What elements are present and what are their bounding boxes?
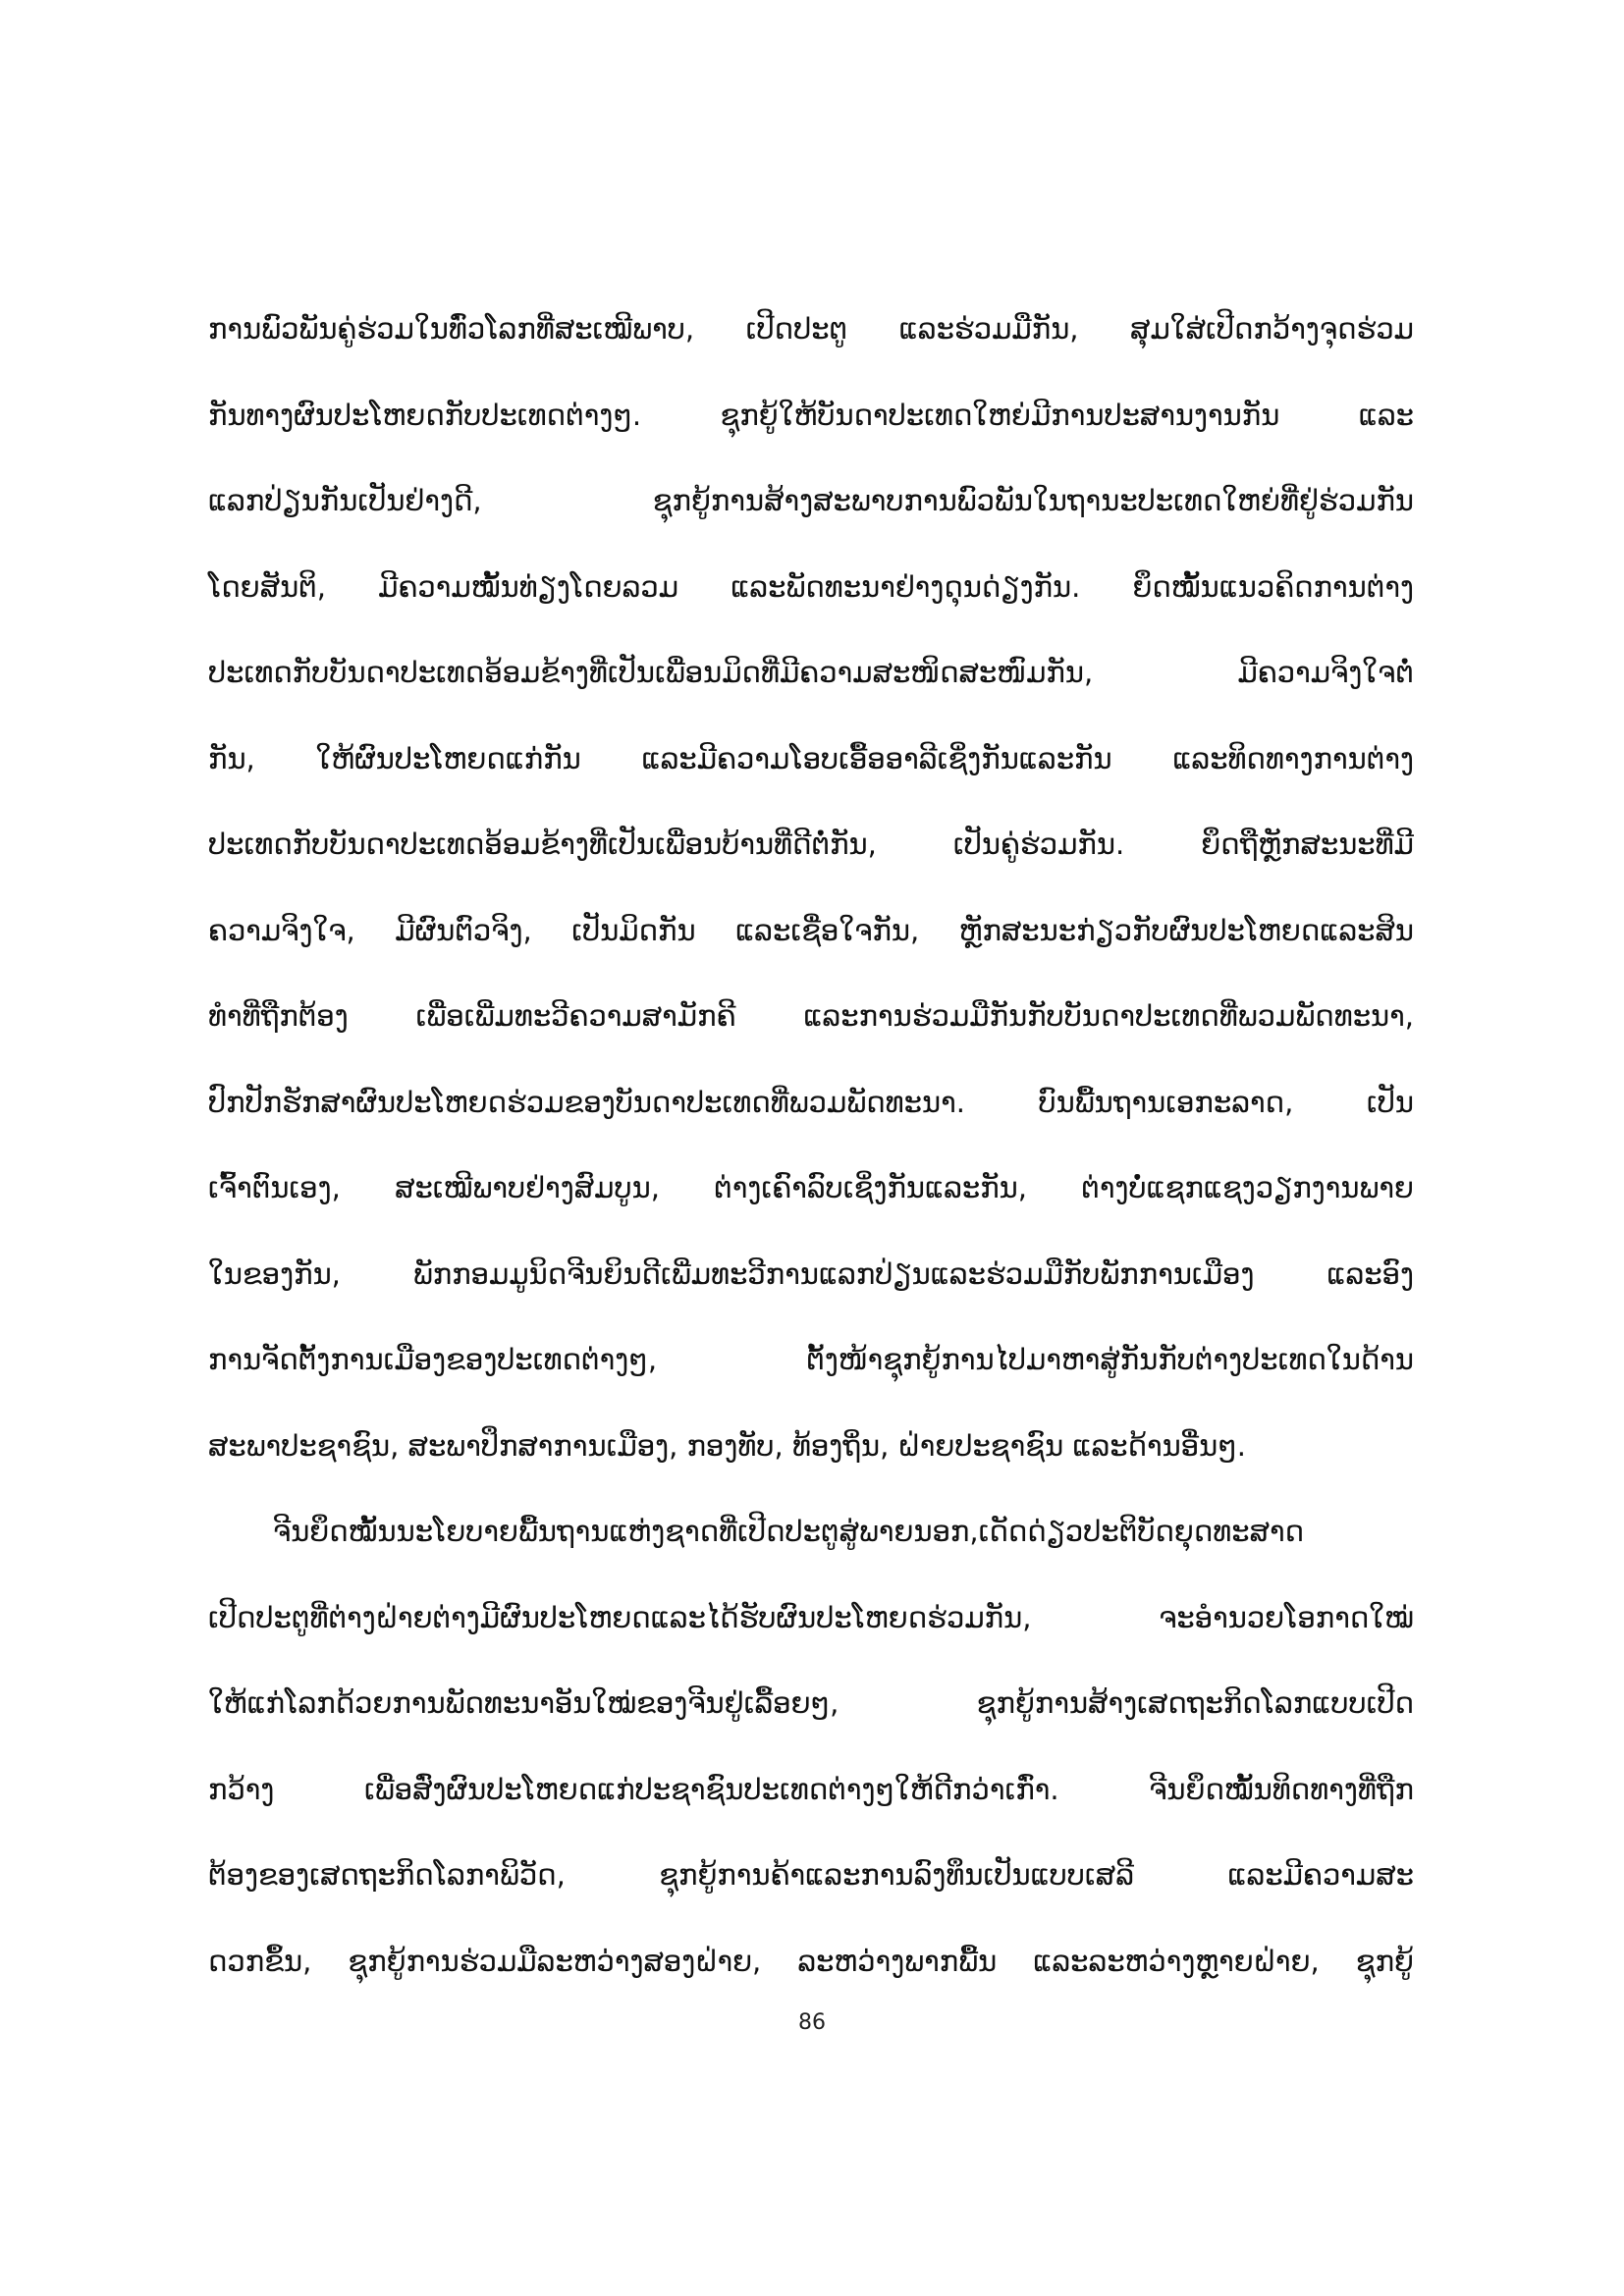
text-line: ເຈົ້າຕົນເອງ, ສະເໝີພາບຢ່າງສົມບູນ, ຕ່າງເຄົາລົບເຊິ່ງກັນແລະກັນ, ຕ່າງບໍ່ແຊກແຊງວຽກງານພາຍ xyxy=(208,1171,1414,1204)
text-line: ຈີນຍຶດໝັ້ນນະໂຍບາຍພື້ນຖານແຫ່ງຊາດທີ່ເປີດປະຕູສູ່ພາຍນອກ,ເດັດດ່ຽວປະຕິບັດຍຸດທະສາດ xyxy=(273,1515,1305,1548)
text-line: ຄວາມຈິງໃຈ, ມີຜົນຕົວຈິງ, ເປັນມິດກັນ ແລະເຊື່ອໃຈກັນ, ຫຼັກສະນະກ່ຽວກັບຜົນປະໂຫຍດແລະສິນ xyxy=(208,913,1414,947)
text-line: ປະເທດກັບບັນດາປະເທດອ້ອມຂ້າງທີ່ເປັນເພື່ອນບ້ານທີ່ດີຕໍ່ກັນ, ເປັນຄູ່ຮ່ວມກັນ. ຍຶດຖືຫຼັກສະນະທີ່ມີ xyxy=(208,828,1414,861)
page-number: 86 xyxy=(798,2010,826,2035)
text-line: ດວກຂຶ້ນ, ຊຸກຍູ້ການຮ່ວມມືລະຫວ່າງສອງຝ່າຍ, ລະຫວ່າງພາກພື້ນ ແລະລະຫວ່າງຫຼາຍຝ່າຍ, ຊຸກຍູ້ xyxy=(208,1944,1414,1978)
paragraph-2 xyxy=(208,1507,1414,2022)
text-line: ໃຫ້ແກ່ໂລກດ້ວຍການພັດທະນາອັນໃໝ່ຂອງຈີນຢູ່ເລື້ອຍໆ, ຊຸກຍູ້ການສ້າງເສດຖະກິດໂລກແບບເປີດ xyxy=(208,1686,1414,1720)
text-line: ແລກປ່ຽນກັນເປັນຢ່າງດີ, ຊຸກຍູ້ການສ້າງສະພາບການພົວພັນໃນຖານະປະເທດໃຫຍ່ທີ່ຢູ່ຮ່ວມກັນ xyxy=(208,484,1414,517)
text-line: ກັນທາງຜົນປະໂຫຍດກັບປະເທດຕ່າງໆ. ຊຸກຍູ້ໃຫ້ບັນດາປະເທດໃຫຍ່ມີການປະສານງານກັນ ແລະ xyxy=(208,398,1414,432)
paragraph-1 xyxy=(208,304,1414,1507)
text-line: ເປີດປະຕູທີ່ຕ່າງຝ່າຍຕ່າງມີຜົນປະໂຫຍດແລະໄດ້ຮັບຜົນປະໂຫຍດຮ່ວມກັນ, ຈະອຳນວຍໂອກາດໃໝ່ xyxy=(208,1600,1414,1634)
text-line: ຕ້ອງຂອງເສດຖະກິດໂລກາພິວັດ, ຊຸກຍູ້ການຄ້າແລະການລົງທຶນເປັນແບບເສລີ ແລະມີຄວາມສະ xyxy=(208,1858,1414,1892)
body-text xyxy=(208,304,1414,2022)
text-line: ການຈັດຕັ້ງການເມືອງຂອງປະເທດຕ່າງໆ, ຕັ້ງໜ້າຊຸກຍູ້ການໄປມາຫາສູ່ກັນກັບຕ່າງປະເທດໃນດ້ານ xyxy=(208,1343,1414,1376)
text-line: ສະພາປະຊາຊົນ, ສະພາປຶກສາການເມືອງ, ກອງທັບ, ທ້ອງຖິ່ນ, ຝ່າຍປະຊາຊົນ ແລະດ້ານອື່ນໆ. xyxy=(208,1428,1246,1463)
text-line: ທຳທີ່ຖືກຕ້ອງ ເພື່ອເພີ່ມທະວີຄວາມສາມັກຄີ ແລະການຮ່ວມມືກັນກັບບັນດາປະເທດທີ່ພວມພັດທະນາ, xyxy=(208,999,1414,1033)
text-line: ໂດຍສັນຕິ, ມີຄວາມໝັ້ນທ່ຽງໂດຍລວມ ແລະພັດທະນາຢ່າງດຸນດ່ຽງກັນ. ຍຶດໝັ້ນແນວຄິດການຕ່າງ xyxy=(208,569,1414,604)
text-line: ປະເທດກັບບັນດາປະເທດອ້ອມຂ້າງທີ່ເປັນເພື່ອນມິດທີ່ມີຄວາມສະໜິດສະໜົມກັນ, ມີຄວາມຈິງໃຈຕໍ່ xyxy=(208,656,1414,689)
text-line: ກວ້າງ ເພື່ອສົ່ງຜົນປະໂຫຍດແກ່ປະຊາຊົນປະເທດຕ່າງໆໃຫ້ດີກວ່າເກົ່າ. ຈີນຍຶດໝັ້ນທິດທາງທີ່ຖືກ xyxy=(208,1772,1414,1806)
text-line: ກັນ, ໃຫ້ຜົນປະໂຫຍດແກ່ກັນ ແລະມີຄວາມໂອບເອື້ອອາລີເຊິ່ງກັນແລະກັນ ແລະທິດທາງການຕ່າງ xyxy=(208,741,1414,775)
text-line: ປົກປັກຮັກສາຜົນປະໂຫຍດຮ່ວມຂອງບັນດາປະເທດທີ່ພວມພັດທະນາ. ບົນພື້ນຖານເອກະລາດ, ເປັນ xyxy=(208,1085,1414,1119)
text-line: ໃນຂອງກັນ, ພັກກອມມູນິດຈີນຍິນດີເພີ່ມທະວີການແລກປ່ຽນແລະຮ່ວມມືກັບພັກການເມືອງ ແລະອົງ xyxy=(208,1256,1414,1291)
text-line: ການພົວພັນຄູ່ຮ່ວມໃນທົ່ວໂລກທີ່ສະເໝີພາບ, ເປີດປະຕູ ແລະຮ່ວມມືກັນ, ສຸມໃສ່ເປີດກວ້າງຈຸດຮ່ວມ xyxy=(208,312,1414,346)
